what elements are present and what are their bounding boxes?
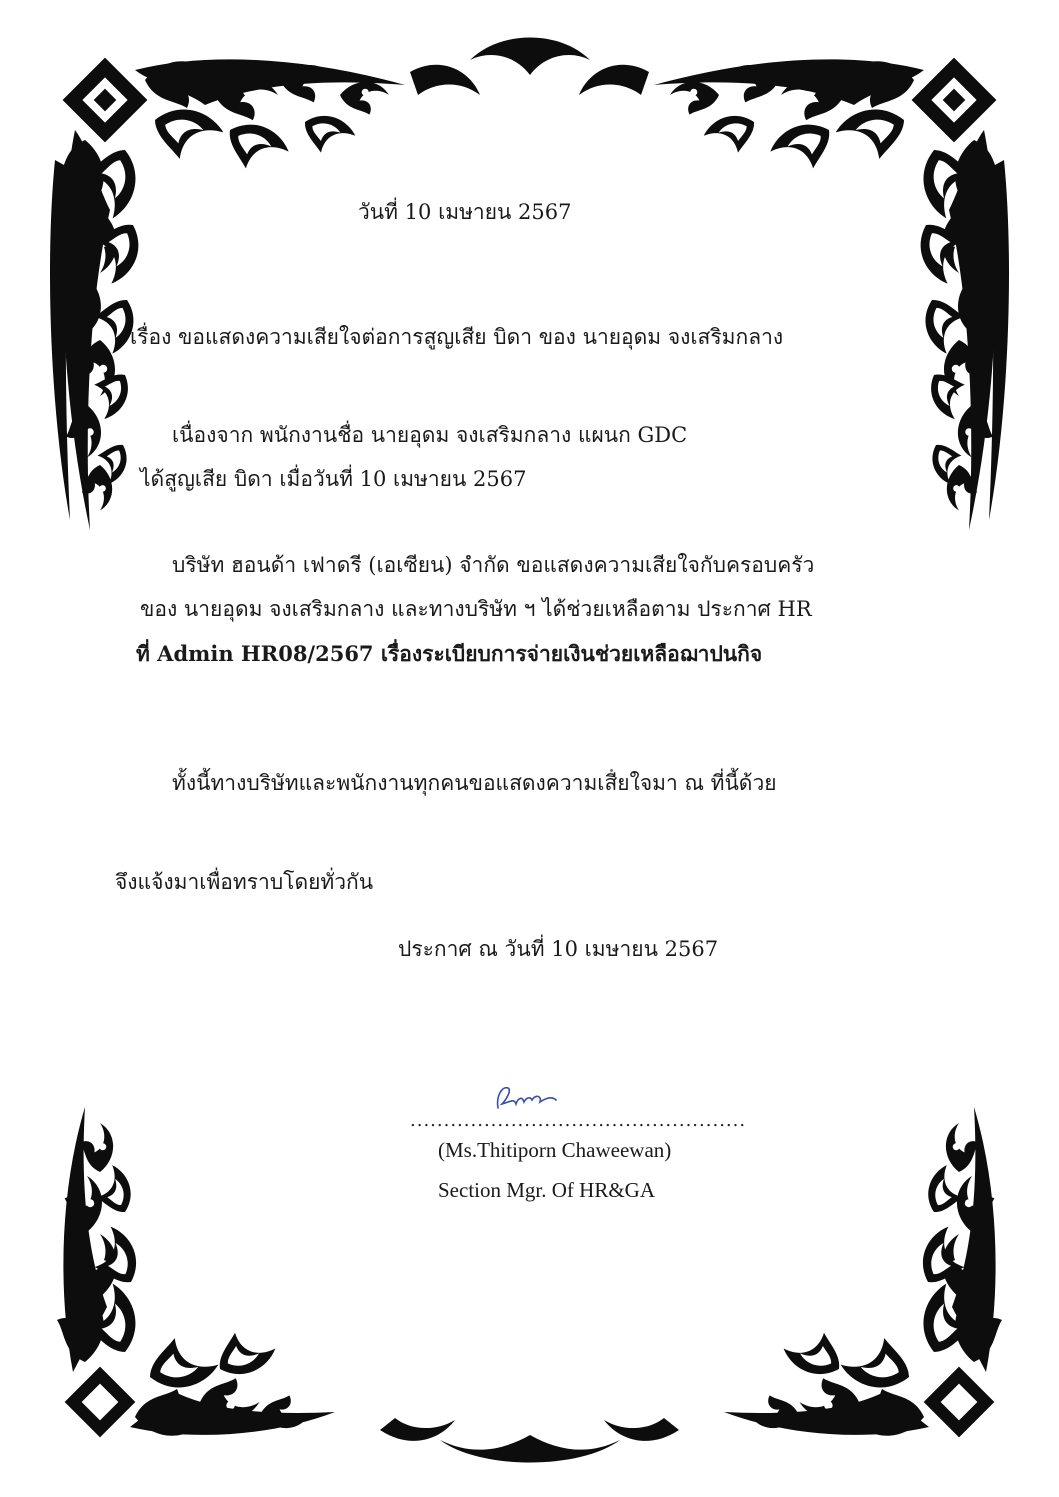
paragraph-2-line-1: บริษัท ฮอนด้า เฟาดรี (เอเซียน) จำกัด ขอแสดงความเสียใจกับครอบครัว: [172, 553, 815, 577]
top-center-ornament: [410, 38, 649, 96]
signature-line: ..................................................: [410, 1110, 747, 1131]
paragraph-2-line-2: ของ นายอุดม จงเสริมกลาง และทางบริษัท ฯ ได้ช่วยเหลือตาม ประกาศ HR: [140, 597, 812, 621]
closing-line: จึงแจ้งมาเพื่อทราบโดยทั่วกัน: [115, 870, 374, 894]
signer-name: (Ms.Thitiporn Chaweewan): [438, 1138, 672, 1162]
paragraph-1-line-1: เนื่องจาก พนักงานชื่อ นายอุดม จงเสริมกลาง แผนก GDC: [172, 423, 688, 447]
letter-subject: เรื่อง ขอแสดงความเสียใจต่อการสูญเสีย บิดา ของ นายอุดม จงเสริมกลาง: [130, 325, 784, 349]
announcement-date: ประกาศ ณ วันที่ 10 เมษายน 2567: [398, 937, 719, 961]
letter-date: วันที่ 10 เมษายน 2567: [358, 200, 572, 224]
signer-title: Section Mgr. Of HR&GA: [438, 1178, 655, 1202]
paragraph-2-line-3: ที่ Admin HR08/2567 เรื่องระเบียบการจ่ายเงินช่วยเหลือฌาปนกิจ: [136, 641, 763, 666]
paragraph-3: ทั้งนี้ทางบริษัทและพนักงานทุกคนขอแสดงความเสียใจมา ณ ที่นี้ด้วย: [172, 771, 777, 795]
bottom-center-ornament: [380, 1418, 679, 1463]
paragraph-1-line-2: ได้สูญเสีย บิดา เมื่อวันที่ 10 เมษายน 2567: [140, 467, 527, 491]
